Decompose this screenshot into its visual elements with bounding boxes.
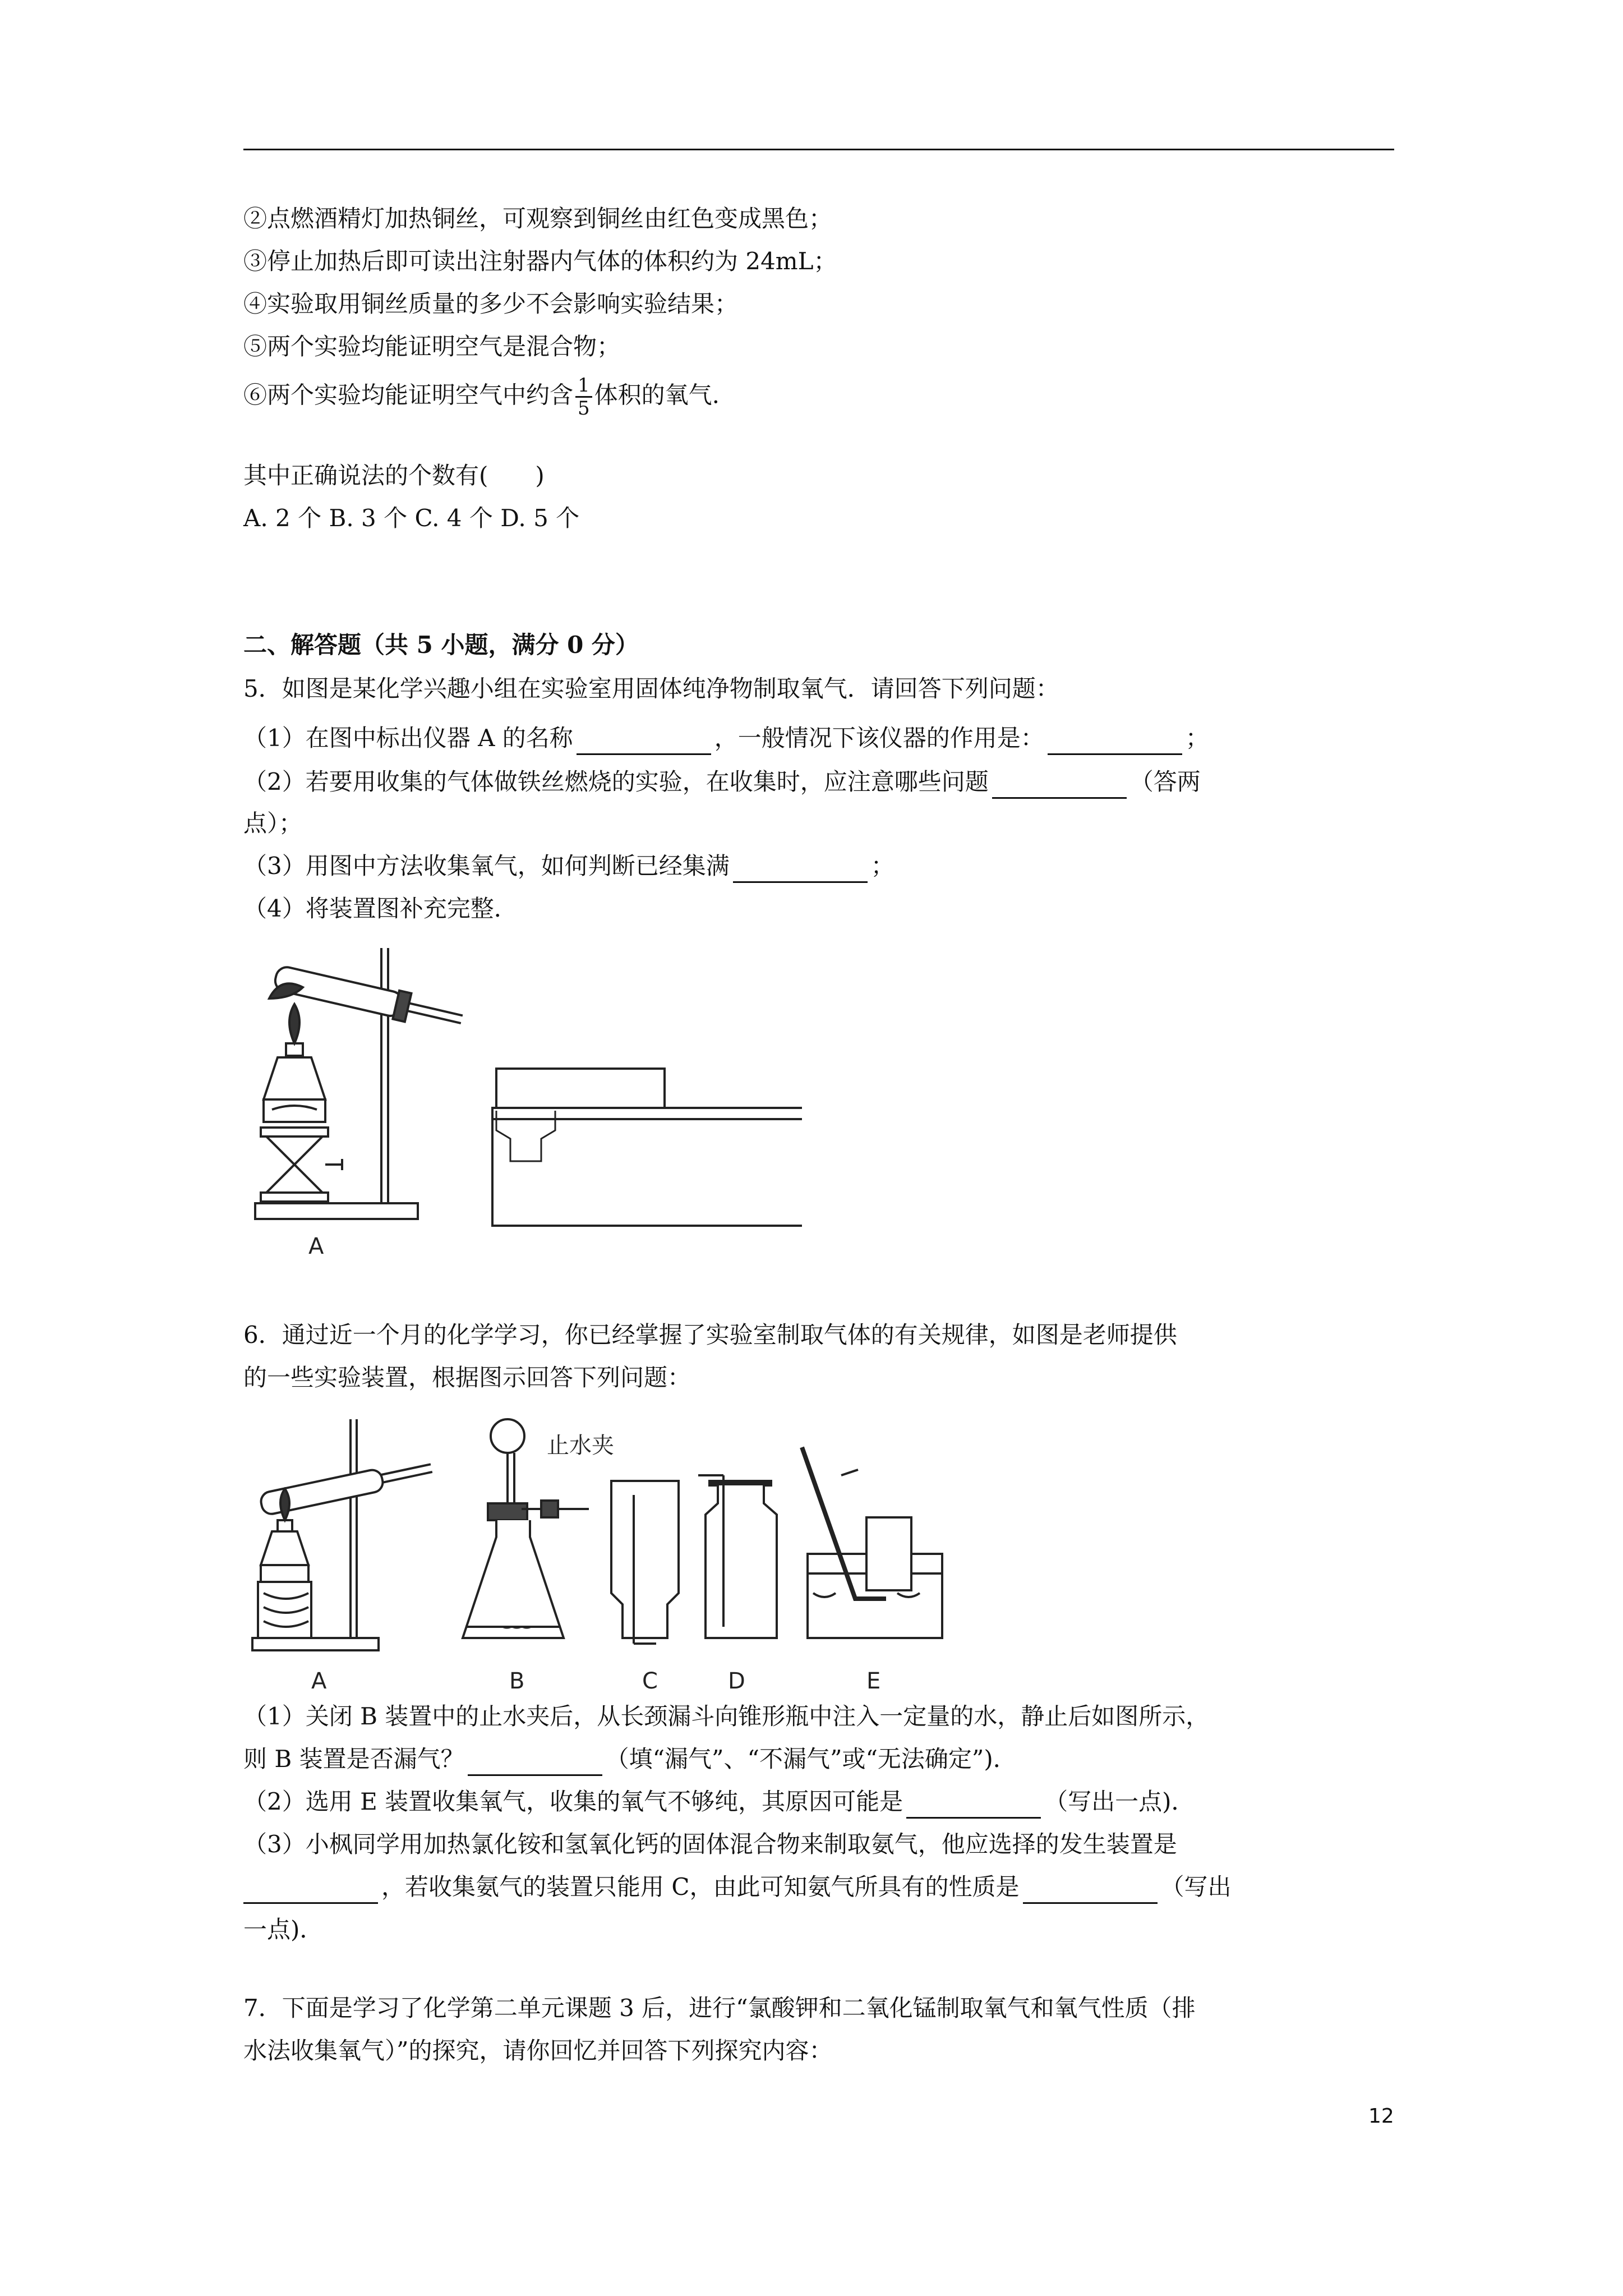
question-6-stem-1: 6．通过近一个月的化学学习，你已经掌握了实验室制取气体的有关规律，如图是老师提供 xyxy=(243,1321,1177,1349)
figure-label-e: E xyxy=(866,1668,881,1694)
question-6-stem-2: 的一些实验装置，根据图示回答下列问题： xyxy=(243,1364,691,1391)
question-7-line-1: 7．下面是学习了化学第二单元课题 3 后，进行“氯酸钾和二氧化锰制取氧气和氧气性质（排 xyxy=(243,1994,1196,2022)
question-5-stem: 5．如图是某化学兴趣小组在实验室用固体纯净物制取氧气．请回答下列问题： xyxy=(243,675,1059,702)
statement-4: ④实验取用铜丝质量的多少不会影响实验结果； xyxy=(243,290,739,318)
figure-label-a: A xyxy=(308,1234,324,1259)
fraction-numerator: 1 xyxy=(575,375,592,398)
clamp-label: 止水夹 xyxy=(547,1433,614,1458)
question-4-options: A. 2 个 B. 3 个 C. 4 个 D. 5 个 xyxy=(243,504,580,532)
q5-p2-text-b: （答两 xyxy=(1129,768,1201,795)
question-6-part-3: （3）小枫同学用加热氯化铵和氢氧化钙的固体混合物来制取氨气，他应选择的发生装置是 xyxy=(243,1830,1177,1858)
q6-p2-text-a: （2）选用 E 装置收集氧气，收集的氧气不够纯，其原因可能是 xyxy=(243,1788,903,1815)
question-7-line-2: 水法收集氧气）”的探究，请你回忆并回答下列探究内容： xyxy=(243,2037,833,2064)
water-mark-label: ‿‿‿ xyxy=(502,1615,532,1629)
answer-blank[interactable] xyxy=(577,729,711,755)
q5-p1-text-b: ，一般情况下该仪器的作用是： xyxy=(714,724,1044,752)
q6-apparatus-figure xyxy=(241,1414,1116,1694)
statement-6 xyxy=(243,375,720,419)
question-6-part-2 xyxy=(243,1785,1195,1819)
q6-p3-text-b: ，若收集氨气的装置只能用 C，由此可知氨气所具有的性质是 xyxy=(381,1873,1020,1901)
q6-p2-text-b: （写出一点)． xyxy=(1044,1788,1195,1815)
answer-blank[interactable] xyxy=(733,857,868,883)
q6-p1-text-c: （填“漏气”、“不漏气”或“无法确定”)． xyxy=(605,1745,1017,1773)
q6-p3-text-c: （写出 xyxy=(1160,1873,1232,1901)
q5-p3-text-b: ； xyxy=(870,852,895,880)
figure-label-a: A xyxy=(311,1668,327,1694)
question-6-part-1: （1）关闭 B 装置中的止水夹后，从长颈漏斗向锥形瓶中注入一定量的水，静止后如图所示， xyxy=(243,1703,1210,1730)
statement-5: ⑤两个实验均能证明空气是混合物； xyxy=(243,333,621,360)
question-5-part-2 xyxy=(243,765,1201,799)
answer-blank[interactable] xyxy=(1023,1878,1158,1904)
q5-p1-text-a: （1）在图中标出仪器 A 的名称 xyxy=(243,724,573,752)
answer-blank[interactable] xyxy=(906,1792,1041,1819)
page-number: 12 xyxy=(1368,2105,1394,2128)
question-5-part-3 xyxy=(243,849,895,883)
answer-blank[interactable] xyxy=(1048,729,1182,755)
statement-3: ③停止加热后即可读出注射器内气体的体积约为 24mL； xyxy=(243,247,837,275)
question-5-part-2-cont: 点）； xyxy=(243,809,303,837)
answer-blank[interactable] xyxy=(992,772,1127,799)
question-6-part-3-cont xyxy=(243,1870,1232,1904)
question-5-part-1 xyxy=(243,721,1209,755)
question-6-part-1-cont xyxy=(243,1742,1017,1776)
figure-label-c: C xyxy=(642,1668,658,1694)
q5-p2-text-a: （2）若要用收集的气体做铁丝燃烧的实验，在收集时，应注意哪些问题 xyxy=(243,768,989,795)
q5-apparatus-figure xyxy=(241,937,802,1268)
statement-6-suffix: 体积的氧气. xyxy=(594,381,720,409)
statement-6-prefix: ⑥两个实验均能证明空气中约含 xyxy=(243,381,574,409)
fraction-one-fifth xyxy=(575,375,592,419)
fraction-denominator: 5 xyxy=(578,397,590,420)
answer-blank[interactable] xyxy=(243,1878,378,1904)
section-2-heading: 二、解答题（共 5 小题，满分 0 分） xyxy=(243,631,639,659)
question-4-stem: 其中正确说法的个数有( ) xyxy=(243,462,545,489)
header-rule xyxy=(243,149,1394,150)
q5-p1-text-c: ； xyxy=(1185,724,1209,752)
question-6-part-3-end: 一点)． xyxy=(243,1916,324,1943)
figure-label-d: D xyxy=(728,1668,745,1694)
figure-label-b: B xyxy=(509,1668,525,1694)
statement-2: ②点燃酒精灯加热铜丝，可观察到铜丝由红色变成黑色； xyxy=(243,205,833,232)
question-5-part-4: （4）将装置图补充完整． xyxy=(243,895,518,922)
q6-p1-text-b: 则 B 装置是否漏气？ xyxy=(243,1745,464,1773)
answer-blank[interactable] xyxy=(468,1750,602,1776)
q5-p3-text-a: （3）用图中方法收集氧气，如何判断已经集满 xyxy=(243,852,730,880)
